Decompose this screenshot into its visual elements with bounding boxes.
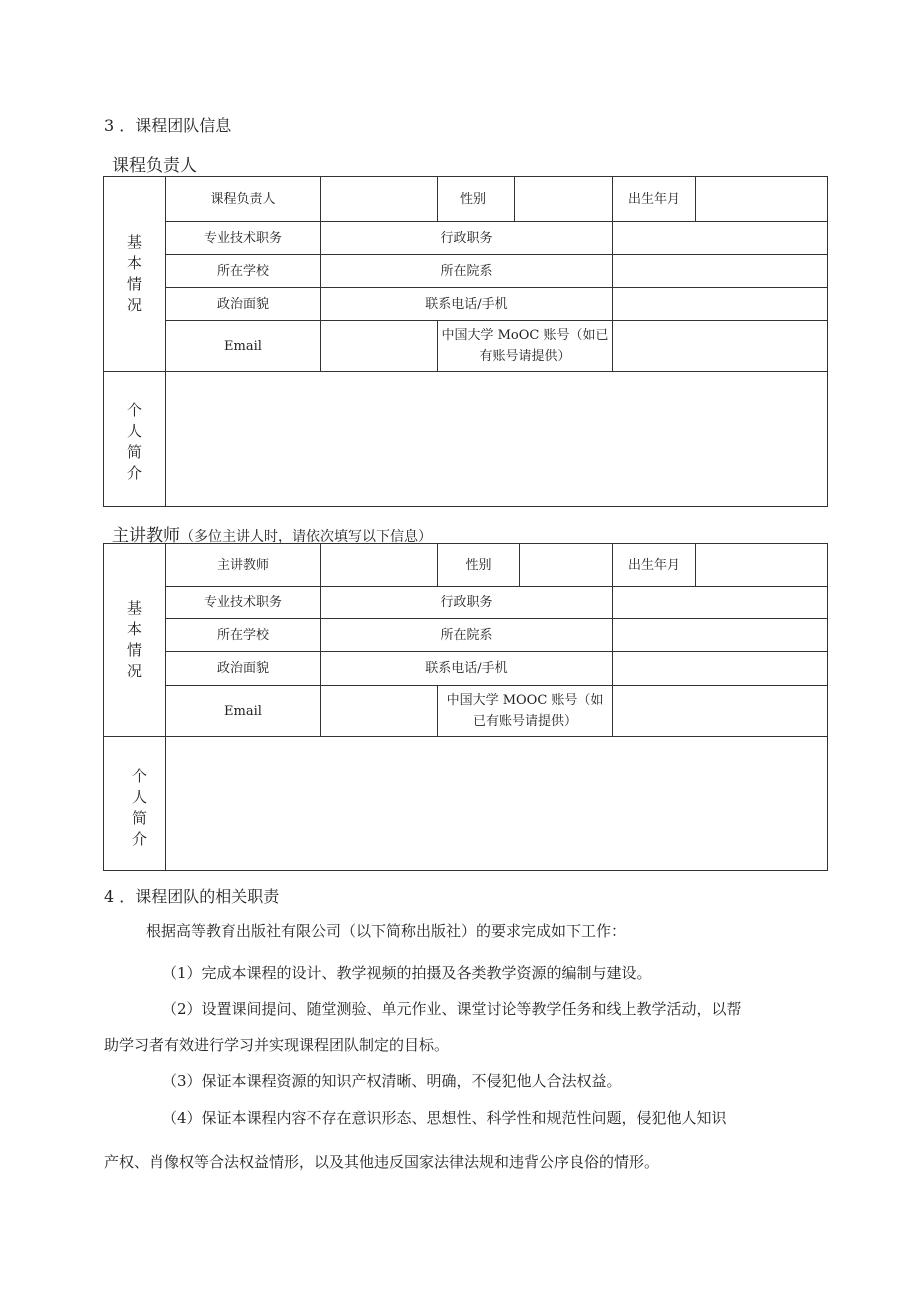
teacher-subtitle-note: （多位主讲人时，请依次填写以下信息） — [180, 529, 432, 545]
teacher-email-field[interactable] — [321, 686, 438, 737]
leader-phone-field[interactable] — [613, 288, 828, 321]
teacher-title-label: 专业技术职务 — [166, 587, 321, 619]
teacher-info-table — [103, 543, 828, 871]
teacher-birth-field[interactable] — [696, 544, 828, 587]
leader-dept-label: 所在院系 — [321, 255, 613, 288]
teacher-mooc-label: 中国大学 MOOC 账号（如已有账号请提供） — [438, 686, 613, 737]
duty-item-1: （1）完成本课程的设计、教学视频的拍摄及各类教学资源的编制与建设。 — [162, 964, 652, 982]
leader-subtitle: 课程负责人 — [112, 156, 197, 176]
leader-name-label: 课程负责人 — [166, 177, 321, 222]
teacher-school-label: 所在学校 — [166, 619, 321, 652]
teacher-dept-label: 所在院系 — [321, 619, 613, 652]
teacher-birth-label: 出生年月 — [613, 544, 696, 587]
leader-title-label: 专业技术职务 — [166, 222, 321, 255]
teacher-admin-field[interactable] — [613, 587, 828, 619]
leader-profile-field[interactable] — [166, 372, 828, 507]
leader-basic-label: 基本情况 — [104, 177, 166, 372]
leader-admin-label: 行政职务 — [321, 222, 613, 255]
duty-item-4-line-2: 产权、肖像权等合法权益情形，以及其他违反国家法律法规和违背公序良俗的情形。 — [104, 1153, 660, 1171]
leader-mooc-label: 中国大学 MoOC 账号（如已有账号请提供） — [438, 321, 613, 372]
duty-item-3: （3）保证本课程资源的知识产权清晰、明确，不侵犯他人合法权益。 — [162, 1072, 622, 1090]
teacher-phone-label: 联系电话/手机 — [321, 652, 613, 686]
teacher-admin-label: 行政职务 — [321, 587, 613, 619]
leader-info-table — [103, 176, 828, 507]
teacher-gender-field[interactable] — [520, 544, 613, 587]
duty-item-4-line-1: （4）保证本课程内容不存在意识形态、思想性、科学性和规范性问题，侵犯他人知识 — [162, 1109, 727, 1127]
teacher-mooc-field[interactable] — [613, 686, 828, 737]
leader-dept-field[interactable] — [613, 255, 828, 288]
leader-gender-label: 性别 — [438, 177, 515, 222]
leader-email-label: Email — [166, 321, 321, 372]
section-3-heading: 3 ．课程团队信息 — [104, 116, 232, 135]
teacher-political-label: 政治面貌 — [166, 652, 321, 686]
leader-name-field[interactable] — [321, 177, 438, 222]
leader-mooc-field[interactable] — [613, 321, 828, 372]
leader-school-label: 所在学校 — [166, 255, 321, 288]
leader-birth-field[interactable] — [696, 177, 828, 222]
duty-item-2-line-1: （2）设置课间提问、随堂测验、单元作业、课堂讨论等教学任务和线上教学活动，以帮 — [162, 1000, 742, 1018]
teacher-gender-label: 性别 — [438, 544, 520, 587]
teacher-name-field[interactable] — [321, 544, 438, 587]
leader-phone-label: 联系电话/手机 — [321, 288, 613, 321]
leader-email-field[interactable] — [321, 321, 438, 372]
duty-item-2-line-2: 助学习者有效进行学习并实现课程团队制定的目标。 — [104, 1036, 450, 1054]
teacher-profile-field[interactable] — [166, 737, 828, 871]
teacher-basic-label: 基本情况 — [104, 544, 166, 737]
teacher-phone-field[interactable] — [613, 652, 828, 686]
leader-political-label: 政治面貌 — [166, 288, 321, 321]
teacher-profile-label: 个人简介 — [104, 737, 166, 871]
teacher-subtitle: 主讲教师（多位主讲人时，请依次填写以下信息） — [112, 526, 432, 546]
intro-paragraph: 根据高等教育出版社有限公司（以下简称出版社）的要求完成如下工作： — [146, 922, 627, 940]
teacher-dept-field[interactable] — [613, 619, 828, 652]
leader-admin-field[interactable] — [613, 222, 828, 255]
teacher-name-label: 主讲教师 — [166, 544, 321, 587]
teacher-email-label: Email — [166, 686, 321, 737]
leader-birth-label: 出生年月 — [613, 177, 696, 222]
leader-gender-field[interactable] — [515, 177, 613, 222]
section-4-heading: 4 ．课程团队的相关职责 — [104, 887, 280, 906]
leader-profile-label: 个人简介 — [104, 372, 166, 507]
